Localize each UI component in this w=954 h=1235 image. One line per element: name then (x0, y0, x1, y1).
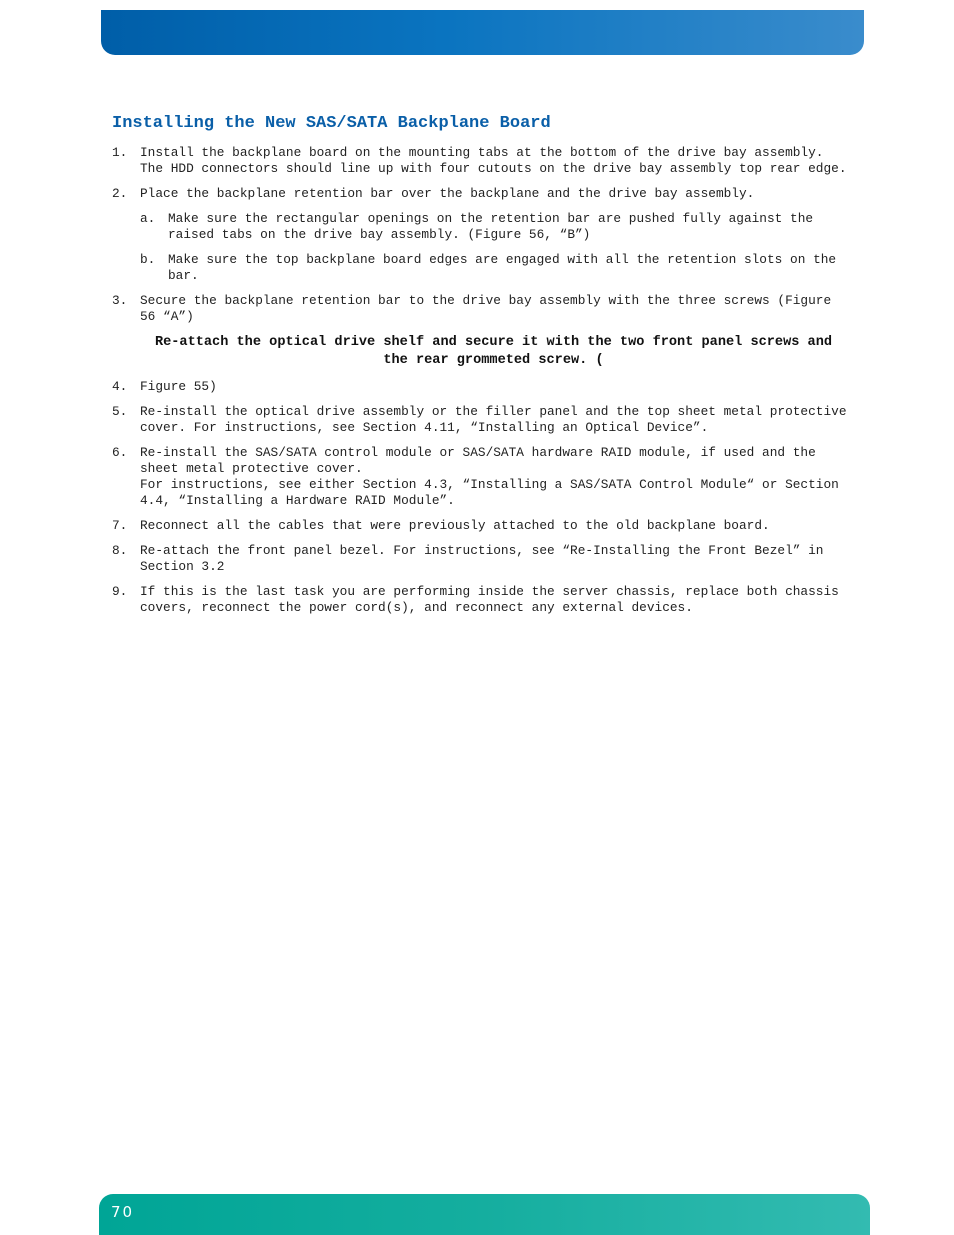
step-number: 8. (112, 543, 128, 558)
substep-letter: a. (140, 211, 156, 226)
section-title: Installing the New SAS/SATA Backplane Board (112, 114, 551, 133)
step-number: 1. (112, 145, 128, 160)
step-text: Place the backplane retention bar over the backplane and the drive bay assembly. (140, 186, 755, 201)
page-number: 70 (111, 1203, 135, 1221)
step-text: Secure the backplane retention bar to the drive bay assembly with the three screws (Figure 56 “A”) (140, 293, 839, 324)
substeps-list (140, 211, 847, 284)
list-item (112, 404, 855, 436)
step-text: If this is the last task you are performing inside the server chassis, replace both chassis covers, reconnect the power cord(s), and reconnect any external devices. (140, 584, 847, 615)
list-item (112, 379, 847, 395)
list-item (112, 445, 847, 509)
step-number: 6. (112, 445, 128, 460)
list-item (140, 252, 847, 284)
list-item (112, 186, 847, 284)
substep-letter: b. (140, 252, 156, 267)
step-text: Re-attach the front panel bezel. For instructions, see “Re-Installing the Front Bezel” in Section 3.2 (140, 543, 832, 574)
steps-list-continued (112, 379, 855, 616)
list-item (112, 293, 847, 325)
step-number: 5. (112, 404, 128, 419)
step-number: 4. (112, 379, 128, 394)
list-item (112, 584, 847, 616)
step-text: Re-install the optical drive assembly or the filler panel and the top sheet metal protective cover. For instructions, see Section 4.11, “Installing an Optical Device”. (140, 404, 855, 435)
step-text: Re-install the SAS/SATA control module or SAS/SATA hardware RAID module, if used and the sheet metal protective cover. (140, 445, 824, 476)
step-number: 2. (112, 186, 128, 201)
bold-note: Re-attach the optical drive shelf and secure it with the two front panel screws and the rear grommeted screw. ( (154, 335, 833, 368)
step-text: Reconnect all the cables that were previously attached to the old backplane board. (140, 518, 770, 533)
list-item (112, 518, 847, 534)
header-banner (101, 10, 864, 55)
substep-text: Make sure the rectangular openings on the retention bar are pushed fully against the raised tabs on the drive bay assembly. (Figure 56, “B”) (168, 211, 821, 242)
substep-text: Make sure the top backplane board edges are engaged with all the retention slots on the bar. (168, 252, 844, 283)
step-text: Install the backplane board on the mounting tabs at the bottom of the drive bay assembly. (140, 145, 824, 160)
page-content (112, 114, 855, 625)
list-item (112, 543, 847, 575)
step-number: 3. (112, 293, 128, 308)
footer-banner (99, 1194, 870, 1235)
list-item (140, 211, 847, 243)
steps-list (112, 145, 847, 325)
step-text: The HDD connectors should line up with four cutouts on the drive bay assembly top rear edge. (140, 161, 847, 176)
list-item (112, 145, 847, 177)
step-text: Figure 55) (140, 379, 217, 394)
step-number: 7. (112, 518, 128, 533)
step-number: 9. (112, 584, 128, 599)
step-text: For instructions, see either Section 4.3, “Installing a SAS/SATA Control Module“ or Section 4.4, “Installing a Hardware RAID Module”. (140, 477, 847, 508)
